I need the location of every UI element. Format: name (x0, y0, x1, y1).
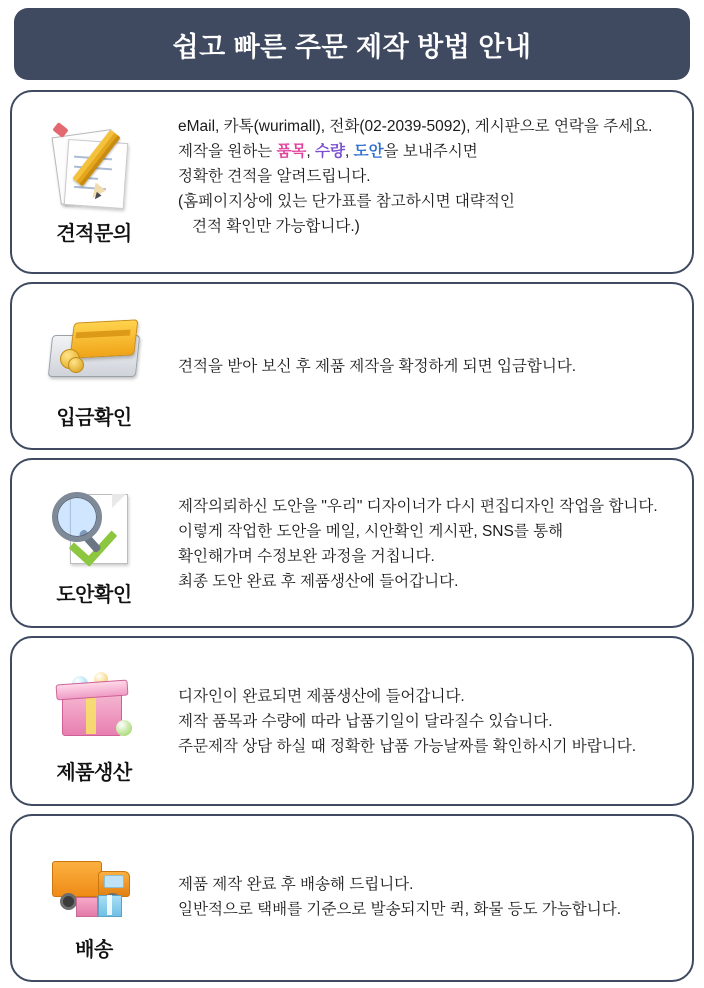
step-text-area (168, 824, 682, 972)
step-text-line (178, 569, 676, 594)
truck-cargo (52, 861, 102, 897)
step-icon-area (20, 646, 168, 796)
magnifier-lens (52, 492, 102, 542)
step-text-line (178, 354, 676, 379)
text-segment: 제작 품목과 수량에 따라 납품기일이 달라질수 있습니다. (178, 713, 553, 731)
text-segment: 견적 확인만 가능합니다.) (192, 218, 360, 236)
step-text-line (178, 164, 676, 189)
clipboard-pencil-icon (42, 123, 146, 209)
text-segment: 을 보내주시면 (383, 143, 478, 161)
step-text-area (168, 468, 682, 618)
step-text-area (168, 292, 682, 440)
text-segment: 최종 도안 완료 후 제품생산에 들어갑니다. (178, 573, 459, 591)
step-text-line (178, 734, 676, 759)
magnifier-document-check-icon (42, 484, 146, 570)
step-text-line (178, 709, 676, 734)
credit-card-shape (70, 319, 139, 358)
gift-box-product-icon (42, 662, 146, 748)
truck-wheel (60, 893, 77, 910)
step-text-line (178, 494, 676, 519)
step-text-area (168, 646, 682, 796)
text-segment: , (344, 143, 354, 161)
parcel-box (76, 897, 98, 917)
text-segment: 제작의뢰하신 도안을 "우리" 디자이너가 다시 편집디자인 작업을 합니다. (178, 498, 658, 515)
text-segment: 디자인이 완료되면 제품생산에 들어갑니다. (178, 688, 465, 705)
step-card-quote (10, 90, 694, 274)
text-segment: eMail, 카톡(wurimall), 전화(02-2039-5092), 게시판으로 연락을 주세요. (178, 118, 653, 135)
step-text-area (168, 100, 682, 264)
highlight-quantity: 수량 (315, 143, 345, 161)
parcel-ribbon (107, 895, 112, 915)
text-segment: 정확한 견적을 알려드립니다. (178, 168, 371, 186)
step-text-line (178, 544, 676, 569)
text-segment: 확인해가며 수정보완 과정을 거칩니다. (178, 548, 435, 566)
steps-list (10, 90, 694, 982)
text-segment: , (306, 143, 316, 161)
step-text-line (178, 872, 676, 897)
highlight-item: 품목 (276, 143, 307, 161)
step-label-quote: 견적문의 (56, 222, 132, 245)
wallet-card-icon (42, 307, 146, 393)
truck-window (104, 875, 124, 888)
step-card-payment (10, 282, 694, 450)
page-header (14, 8, 690, 80)
coin-shape (68, 357, 84, 373)
step-icon-area (20, 100, 168, 264)
text-segment: 일반적으로 택배를 기준으로 발송되지만 퀵, 화물 등도 가능합니다. (178, 901, 622, 919)
step-text-line (178, 214, 676, 239)
step-text-line (178, 684, 676, 709)
highlight-design: 도안 (353, 143, 384, 161)
step-icon-area (20, 292, 168, 440)
step-card-delivery (10, 814, 694, 982)
step-label-delivery: 배송 (75, 938, 113, 961)
text-segment: 제품 제작 완료 후 배송해 드립니다. (178, 876, 414, 893)
step-card-proof (10, 458, 694, 628)
text-segment: 이렇게 작업한 도안을 메일, 시안확인 게시판, SNS를 통해 (178, 523, 564, 541)
step-text-line (178, 139, 676, 164)
step-text-line (178, 519, 676, 544)
document-fold (112, 494, 126, 508)
step-icon-area (20, 468, 168, 618)
text-segment: (홈페이지상에 있는 단가표를 참고하시면 대략적인 (178, 193, 515, 211)
text-segment: 견적을 받아 보신 후 제품 제작을 확정하게 되면 입금합니다. (178, 358, 577, 375)
delivery-truck-icon (42, 839, 146, 925)
decoration-ball (116, 720, 132, 736)
step-text-line (178, 897, 676, 922)
step-label-proof: 도안확인 (56, 583, 132, 606)
step-text-line (178, 189, 676, 214)
text-segment: 주문제작 상담 하실 때 정확한 납품 가능날짜를 확인하시기 바랍니다. (178, 738, 637, 756)
step-label-payment: 입금확인 (56, 406, 132, 429)
step-card-production (10, 636, 694, 806)
text-segment: 제작을 원하는 (178, 143, 277, 161)
page-title: 쉽고 빠른 주문 제작 방법 안내 (172, 31, 532, 62)
step-text-line (178, 114, 676, 139)
step-label-production: 제품생산 (56, 761, 132, 784)
step-icon-area (20, 824, 168, 972)
